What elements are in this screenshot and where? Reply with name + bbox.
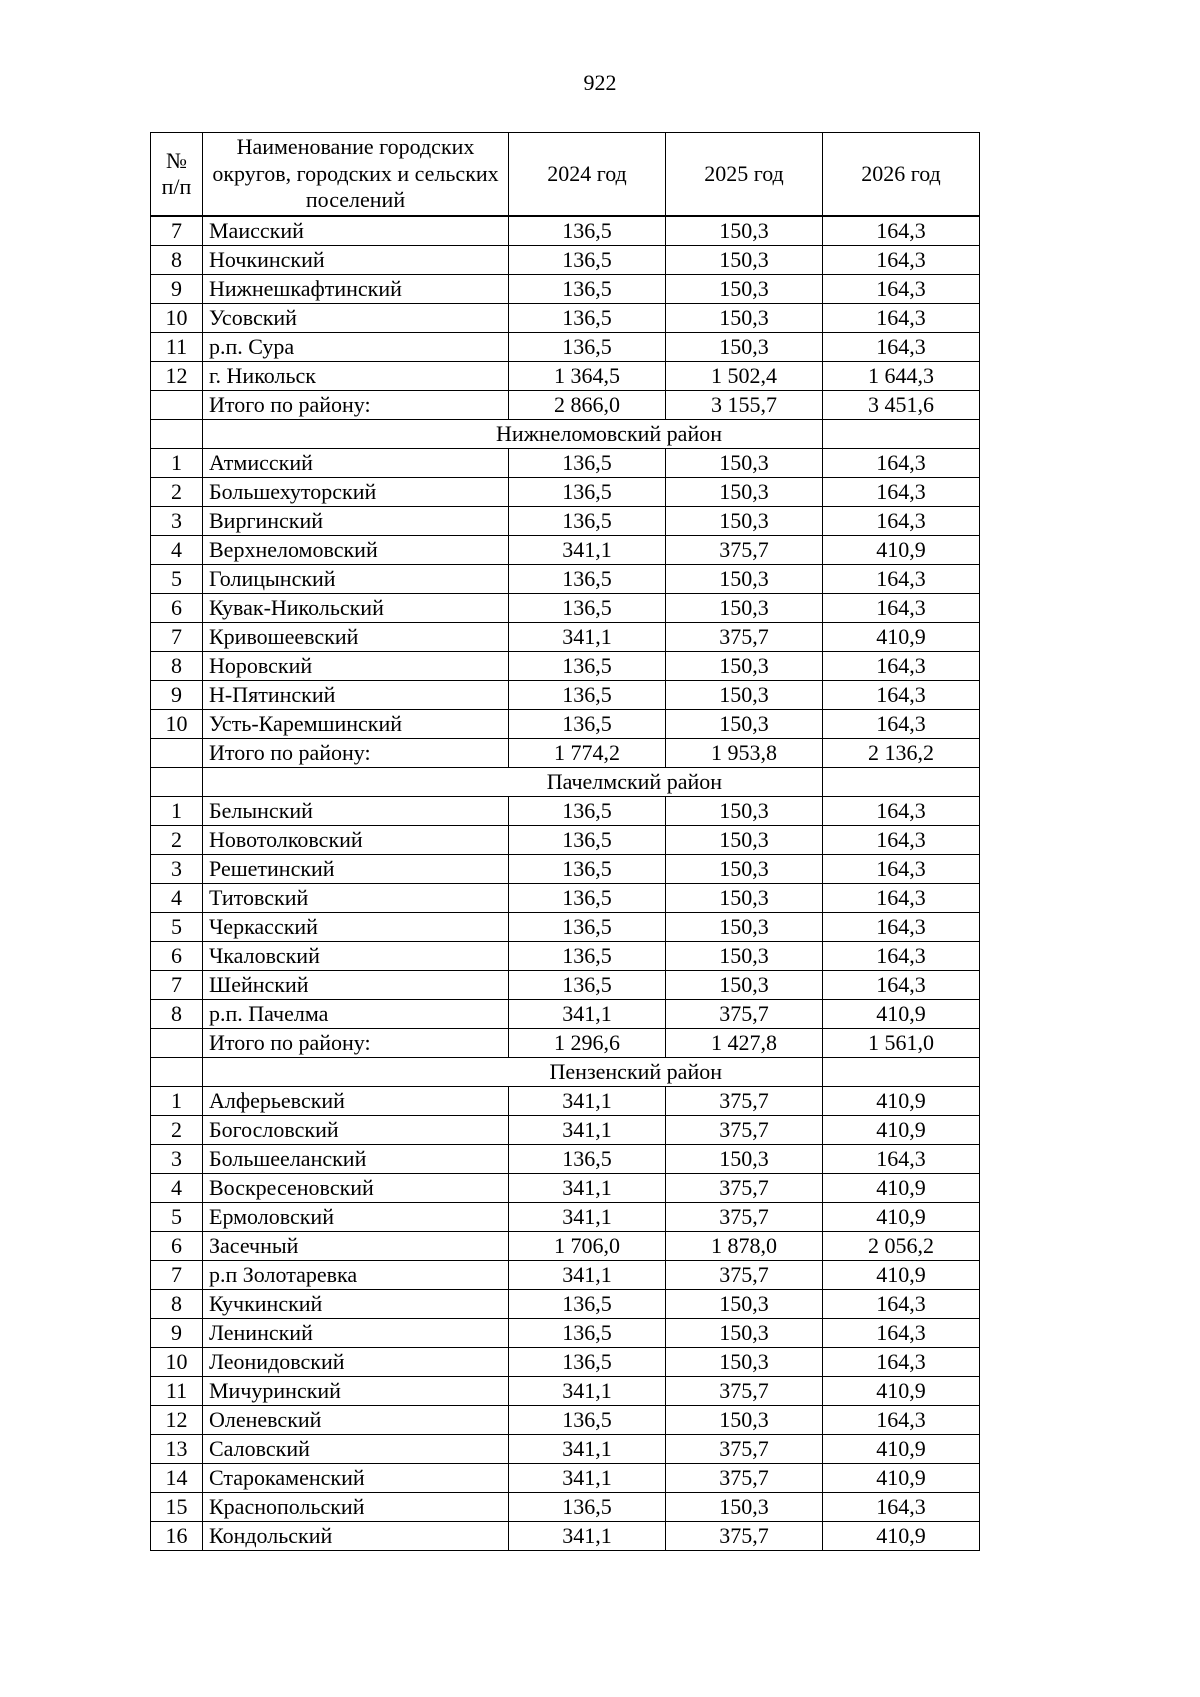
- row-value-2025: 375,7: [666, 623, 823, 652]
- row-value-2025: 375,7: [666, 1377, 823, 1406]
- row-name: Засечный: [203, 1232, 509, 1261]
- row-num: 6: [151, 942, 203, 971]
- row-num: 10: [151, 710, 203, 739]
- row-value-2026: 164,3: [823, 681, 980, 710]
- section-title: Пензенский район: [203, 1058, 823, 1087]
- row-value-2026: 1 644,3: [823, 362, 980, 391]
- row-num: 1: [151, 449, 203, 478]
- row-name: Итого по району:: [203, 1029, 509, 1058]
- row-name: Голицынский: [203, 565, 509, 594]
- row-name: Кучкинский: [203, 1290, 509, 1319]
- row-value-2026: 164,3: [823, 913, 980, 942]
- row-num: 8: [151, 1000, 203, 1029]
- row-value-2025: 150,3: [666, 913, 823, 942]
- row-value-2024: 136,5: [509, 594, 666, 623]
- row-name: Титовский: [203, 884, 509, 913]
- row-value-2026: 164,3: [823, 1493, 980, 1522]
- table-row: [151, 1377, 980, 1406]
- row-value-2024: 136,5: [509, 913, 666, 942]
- row-value-2025: 150,3: [666, 942, 823, 971]
- row-num: 1: [151, 1087, 203, 1116]
- row-value-2025: 150,3: [666, 565, 823, 594]
- row-value-2024: 341,1: [509, 536, 666, 565]
- row-name: Леонидовский: [203, 1348, 509, 1377]
- row-value-2026: 164,3: [823, 1406, 980, 1435]
- row-name: Богословский: [203, 1116, 509, 1145]
- row-value-2025: 150,3: [666, 1493, 823, 1522]
- row-name: Краснопольский: [203, 1493, 509, 1522]
- row-num: 4: [151, 1174, 203, 1203]
- header-name: Наименование городских округов, городских и сельских поселений: [203, 133, 509, 217]
- header-2025: 2025 год: [666, 133, 823, 217]
- section-title: Пачелмский район: [203, 768, 823, 797]
- row-value-2026: 410,9: [823, 1522, 980, 1551]
- row-name: Усть-Каремшинский: [203, 710, 509, 739]
- row-num: 8: [151, 652, 203, 681]
- row-name: Нижнешкафтинский: [203, 275, 509, 304]
- row-num: 2: [151, 478, 203, 507]
- row-name: Мичуринский: [203, 1377, 509, 1406]
- row-value-2026: 164,3: [823, 246, 980, 275]
- row-value-2024: 341,1: [509, 1522, 666, 1551]
- row-name: Виргинский: [203, 507, 509, 536]
- row-value-2025: 375,7: [666, 1464, 823, 1493]
- table-row: [151, 449, 980, 478]
- section-empty-cell: [823, 768, 980, 797]
- table-row: [151, 1435, 980, 1464]
- row-value-2025: 3 155,7: [666, 391, 823, 420]
- row-num: [151, 1029, 203, 1058]
- row-value-2026: 410,9: [823, 1464, 980, 1493]
- row-num: 6: [151, 1232, 203, 1261]
- row-value-2025: 150,3: [666, 216, 823, 246]
- row-value-2026: 164,3: [823, 855, 980, 884]
- row-name: Кувак-Никольский: [203, 594, 509, 623]
- section-num-cell: [151, 1058, 203, 1087]
- row-name: Саловский: [203, 1435, 509, 1464]
- row-name: Белынский: [203, 797, 509, 826]
- table-row: [151, 1000, 980, 1029]
- row-name: Алферьевский: [203, 1087, 509, 1116]
- row-value-2024: 136,5: [509, 507, 666, 536]
- row-value-2024: 136,5: [509, 275, 666, 304]
- row-value-2025: 375,7: [666, 536, 823, 565]
- row-name: Старокаменский: [203, 1464, 509, 1493]
- row-name: Верхнеломовский: [203, 536, 509, 565]
- table-row: [151, 971, 980, 1000]
- table-row: [151, 507, 980, 536]
- row-value-2024: 136,5: [509, 855, 666, 884]
- row-name: Воскресеновский: [203, 1174, 509, 1203]
- table-row: [151, 884, 980, 913]
- row-value-2025: 1 502,4: [666, 362, 823, 391]
- row-value-2024: 136,5: [509, 1406, 666, 1435]
- row-value-2026: 164,3: [823, 507, 980, 536]
- row-value-2024: 136,5: [509, 246, 666, 275]
- row-num: 4: [151, 536, 203, 565]
- row-num: 8: [151, 246, 203, 275]
- total-row: [151, 391, 980, 420]
- row-value-2026: 164,3: [823, 797, 980, 826]
- row-name: Большехуторский: [203, 478, 509, 507]
- table-body: [151, 216, 980, 1551]
- row-value-2025: 150,3: [666, 826, 823, 855]
- row-value-2026: 410,9: [823, 1000, 980, 1029]
- row-value-2025: 375,7: [666, 1435, 823, 1464]
- row-value-2025: 150,3: [666, 652, 823, 681]
- row-name: Норовский: [203, 652, 509, 681]
- row-value-2025: 150,3: [666, 884, 823, 913]
- row-value-2025: 375,7: [666, 1522, 823, 1551]
- row-value-2025: 1 953,8: [666, 739, 823, 768]
- table-row: [151, 826, 980, 855]
- table-row: [151, 1232, 980, 1261]
- row-num: 12: [151, 1406, 203, 1435]
- row-value-2026: 410,9: [823, 1435, 980, 1464]
- row-value-2024: 136,5: [509, 971, 666, 1000]
- row-value-2024: 136,5: [509, 884, 666, 913]
- row-value-2024: 136,5: [509, 1145, 666, 1174]
- row-value-2024: 1 774,2: [509, 739, 666, 768]
- table-row: [151, 565, 980, 594]
- section-empty-cell: [823, 1058, 980, 1087]
- table-row: [151, 1145, 980, 1174]
- row-value-2025: 375,7: [666, 1116, 823, 1145]
- table-row: [151, 1290, 980, 1319]
- row-value-2026: 164,3: [823, 826, 980, 855]
- row-name: Усовский: [203, 304, 509, 333]
- table-header-row: [151, 133, 980, 217]
- row-value-2024: 136,5: [509, 797, 666, 826]
- row-value-2026: 410,9: [823, 536, 980, 565]
- row-value-2026: 164,3: [823, 884, 980, 913]
- row-value-2026: 164,3: [823, 971, 980, 1000]
- row-value-2024: 136,5: [509, 1493, 666, 1522]
- row-value-2024: 136,5: [509, 333, 666, 362]
- row-name: Ночкинский: [203, 246, 509, 275]
- row-name: г. Никольск: [203, 362, 509, 391]
- row-value-2024: 136,5: [509, 681, 666, 710]
- row-num: 3: [151, 855, 203, 884]
- row-num: 8: [151, 1290, 203, 1319]
- row-value-2024: 341,1: [509, 1087, 666, 1116]
- section-title: Нижнеломовский район: [203, 420, 823, 449]
- table-row: [151, 246, 980, 275]
- row-num: [151, 391, 203, 420]
- row-value-2024: 1 296,6: [509, 1029, 666, 1058]
- row-value-2024: 1 706,0: [509, 1232, 666, 1261]
- row-name: Кондольский: [203, 1522, 509, 1551]
- table-row: [151, 304, 980, 333]
- row-value-2025: 150,3: [666, 478, 823, 507]
- row-num: 1: [151, 797, 203, 826]
- table-row: [151, 797, 980, 826]
- table-row: [151, 1174, 980, 1203]
- row-num: 2: [151, 826, 203, 855]
- row-name: Оленевский: [203, 1406, 509, 1435]
- row-value-2025: 150,3: [666, 855, 823, 884]
- row-value-2025: 150,3: [666, 1348, 823, 1377]
- row-num: 16: [151, 1522, 203, 1551]
- section-row: [151, 1058, 980, 1087]
- row-value-2025: 150,3: [666, 710, 823, 739]
- row-value-2026: 164,3: [823, 275, 980, 304]
- table-row: [151, 710, 980, 739]
- row-num: [151, 739, 203, 768]
- row-value-2025: 150,3: [666, 681, 823, 710]
- row-value-2024: 341,1: [509, 623, 666, 652]
- header-num: № п/п: [151, 133, 203, 217]
- total-row: [151, 1029, 980, 1058]
- row-value-2026: 410,9: [823, 1087, 980, 1116]
- row-value-2025: 150,3: [666, 1290, 823, 1319]
- row-value-2024: 136,5: [509, 710, 666, 739]
- row-value-2025: 375,7: [666, 1203, 823, 1232]
- table-row: [151, 1464, 980, 1493]
- row-name: Решетинский: [203, 855, 509, 884]
- row-num: 15: [151, 1493, 203, 1522]
- row-value-2026: 164,3: [823, 216, 980, 246]
- total-row: [151, 739, 980, 768]
- row-name: р.п. Пачелма: [203, 1000, 509, 1029]
- row-value-2024: 136,5: [509, 478, 666, 507]
- table-row: [151, 1348, 980, 1377]
- row-num: 9: [151, 1319, 203, 1348]
- row-name: Итого по району:: [203, 391, 509, 420]
- row-value-2024: 136,5: [509, 449, 666, 478]
- row-value-2024: 341,1: [509, 1464, 666, 1493]
- row-num: 9: [151, 275, 203, 304]
- row-value-2024: 136,5: [509, 1290, 666, 1319]
- row-value-2025: 375,7: [666, 1174, 823, 1203]
- table-row: [151, 536, 980, 565]
- table-row: [151, 1261, 980, 1290]
- row-value-2026: 164,3: [823, 710, 980, 739]
- row-value-2026: 410,9: [823, 1174, 980, 1203]
- row-value-2026: 164,3: [823, 652, 980, 681]
- section-row: [151, 768, 980, 797]
- row-value-2026: 164,3: [823, 449, 980, 478]
- row-value-2024: 136,5: [509, 304, 666, 333]
- row-num: 13: [151, 1435, 203, 1464]
- row-name: Большееланский: [203, 1145, 509, 1174]
- table-row: [151, 1319, 980, 1348]
- row-value-2026: 2 136,2: [823, 739, 980, 768]
- row-value-2026: 164,3: [823, 565, 980, 594]
- row-value-2025: 150,3: [666, 797, 823, 826]
- table-row: [151, 478, 980, 507]
- table-row: [151, 623, 980, 652]
- row-value-2025: 150,3: [666, 594, 823, 623]
- table-row: [151, 362, 980, 391]
- row-value-2026: 3 451,6: [823, 391, 980, 420]
- table-row: [151, 1522, 980, 1551]
- row-num: 6: [151, 594, 203, 623]
- row-num: 10: [151, 1348, 203, 1377]
- row-value-2024: 341,1: [509, 1435, 666, 1464]
- table-row: [151, 913, 980, 942]
- row-value-2025: 150,3: [666, 1319, 823, 1348]
- row-value-2026: 410,9: [823, 623, 980, 652]
- table-row: [151, 1116, 980, 1145]
- table-row: [151, 652, 980, 681]
- row-value-2024: 341,1: [509, 1377, 666, 1406]
- row-value-2026: 164,3: [823, 1290, 980, 1319]
- row-value-2025: 375,7: [666, 1087, 823, 1116]
- row-num: 12: [151, 362, 203, 391]
- table-row: [151, 275, 980, 304]
- row-value-2024: 341,1: [509, 1174, 666, 1203]
- row-name: р.п Золотаревка: [203, 1261, 509, 1290]
- row-name: Новотолковский: [203, 826, 509, 855]
- row-value-2024: 136,5: [509, 216, 666, 246]
- row-num: 4: [151, 884, 203, 913]
- row-value-2025: 150,3: [666, 971, 823, 1000]
- row-name: Кривошеевский: [203, 623, 509, 652]
- row-name: р.п. Сура: [203, 333, 509, 362]
- row-value-2025: 375,7: [666, 1261, 823, 1290]
- row-name: Ленинский: [203, 1319, 509, 1348]
- row-name: Н-Пятинский: [203, 681, 509, 710]
- row-value-2026: 410,9: [823, 1116, 980, 1145]
- section-num-cell: [151, 768, 203, 797]
- table-row: [151, 681, 980, 710]
- row-value-2026: 410,9: [823, 1377, 980, 1406]
- row-value-2026: 2 056,2: [823, 1232, 980, 1261]
- table-row: [151, 1406, 980, 1435]
- row-value-2025: 150,3: [666, 333, 823, 362]
- row-value-2024: 136,5: [509, 652, 666, 681]
- table-row: [151, 216, 980, 246]
- table-row: [151, 1493, 980, 1522]
- row-value-2025: 150,3: [666, 1406, 823, 1435]
- row-value-2024: 341,1: [509, 1000, 666, 1029]
- table-row: [151, 942, 980, 971]
- row-value-2026: 164,3: [823, 1348, 980, 1377]
- row-name: Шейнский: [203, 971, 509, 1000]
- row-value-2026: 164,3: [823, 304, 980, 333]
- section-empty-cell: [823, 420, 980, 449]
- row-value-2025: 150,3: [666, 246, 823, 275]
- table-row: [151, 855, 980, 884]
- row-value-2026: 410,9: [823, 1261, 980, 1290]
- row-name: Ермоловский: [203, 1203, 509, 1232]
- page-number: 922: [583, 70, 617, 95]
- row-num: 10: [151, 304, 203, 333]
- row-num: 11: [151, 1377, 203, 1406]
- row-num: 14: [151, 1464, 203, 1493]
- row-value-2026: 164,3: [823, 942, 980, 971]
- row-value-2025: 150,3: [666, 275, 823, 304]
- table-row: [151, 333, 980, 362]
- row-value-2024: 136,5: [509, 565, 666, 594]
- table-row: [151, 594, 980, 623]
- row-value-2025: 150,3: [666, 1145, 823, 1174]
- section-row: [151, 420, 980, 449]
- row-name: Итого по району:: [203, 739, 509, 768]
- row-value-2024: 136,5: [509, 1319, 666, 1348]
- row-name: Атмисский: [203, 449, 509, 478]
- row-value-2026: 164,3: [823, 333, 980, 362]
- header-2026: 2026 год: [823, 133, 980, 217]
- row-num: 3: [151, 1145, 203, 1174]
- row-num: 9: [151, 681, 203, 710]
- row-value-2026: 164,3: [823, 478, 980, 507]
- row-num: 7: [151, 623, 203, 652]
- row-num: 7: [151, 1261, 203, 1290]
- row-value-2024: 136,5: [509, 1348, 666, 1377]
- budget-table: [150, 132, 980, 1551]
- row-value-2024: 136,5: [509, 942, 666, 971]
- row-value-2026: 164,3: [823, 1145, 980, 1174]
- section-num-cell: [151, 420, 203, 449]
- row-value-2025: 1 427,8: [666, 1029, 823, 1058]
- row-num: 7: [151, 971, 203, 1000]
- row-value-2024: 2 866,0: [509, 391, 666, 420]
- row-num: 2: [151, 1116, 203, 1145]
- row-num: 11: [151, 333, 203, 362]
- row-value-2025: 150,3: [666, 449, 823, 478]
- row-name: Маисский: [203, 216, 509, 246]
- row-value-2026: 1 561,0: [823, 1029, 980, 1058]
- row-value-2024: 136,5: [509, 826, 666, 855]
- table-row: [151, 1087, 980, 1116]
- row-value-2026: 410,9: [823, 1203, 980, 1232]
- row-value-2025: 150,3: [666, 507, 823, 536]
- table-row: [151, 1203, 980, 1232]
- row-value-2025: 1 878,0: [666, 1232, 823, 1261]
- row-value-2026: 164,3: [823, 1319, 980, 1348]
- row-name: Чкаловский: [203, 942, 509, 971]
- row-value-2024: 1 364,5: [509, 362, 666, 391]
- row-value-2026: 164,3: [823, 594, 980, 623]
- row-num: 7: [151, 216, 203, 246]
- row-value-2024: 341,1: [509, 1261, 666, 1290]
- row-num: 5: [151, 913, 203, 942]
- row-name: Черкасский: [203, 913, 509, 942]
- row-num: 5: [151, 565, 203, 594]
- row-value-2025: 150,3: [666, 304, 823, 333]
- row-value-2025: 375,7: [666, 1000, 823, 1029]
- row-num: 3: [151, 507, 203, 536]
- header-2024: 2024 год: [509, 133, 666, 217]
- row-value-2024: 341,1: [509, 1116, 666, 1145]
- row-value-2024: 341,1: [509, 1203, 666, 1232]
- row-num: 5: [151, 1203, 203, 1232]
